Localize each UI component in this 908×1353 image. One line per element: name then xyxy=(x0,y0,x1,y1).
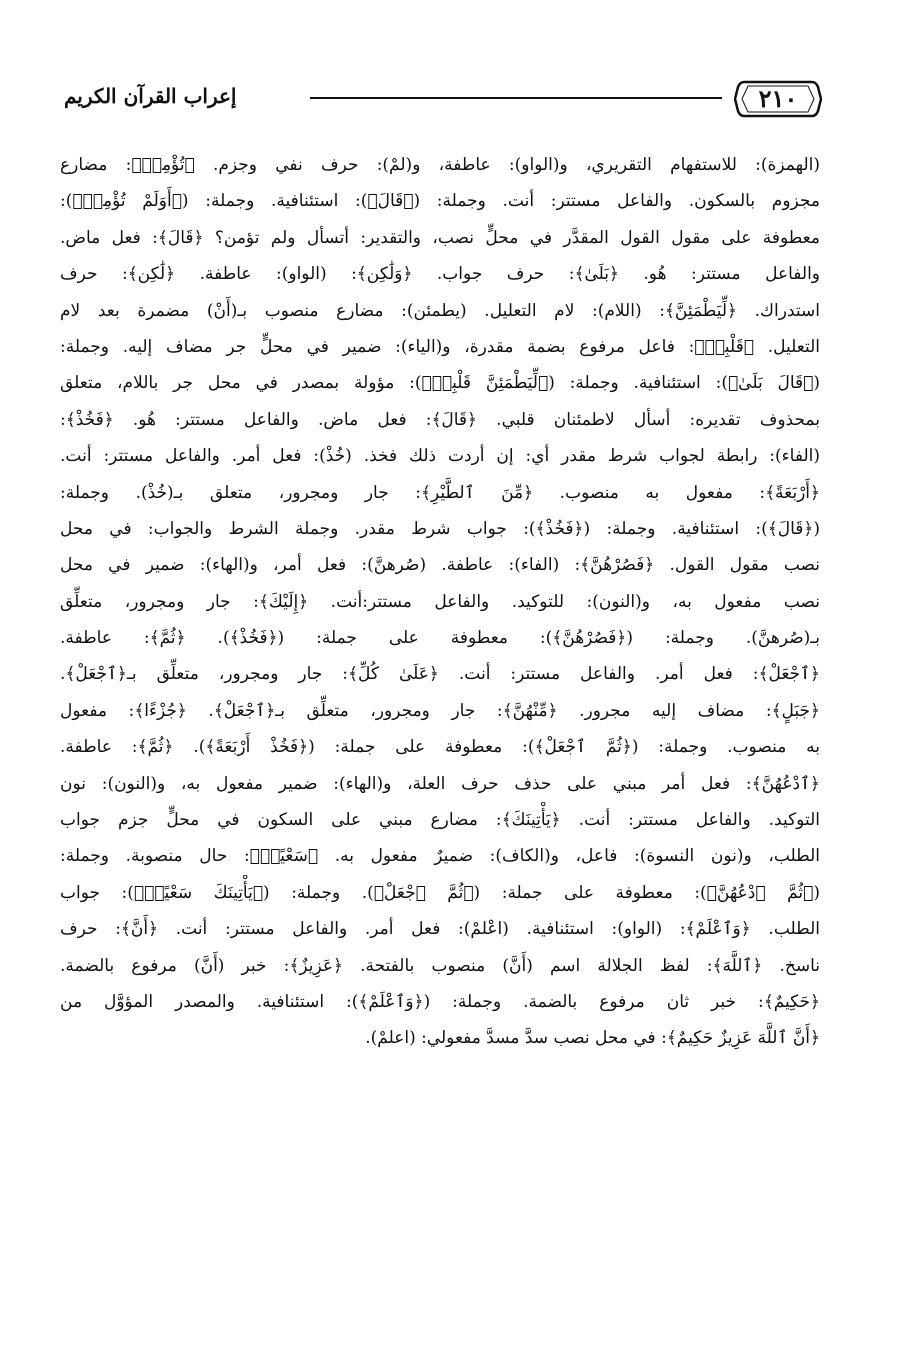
text-line: نصب مفعول به، و(النون): للتوكيد. والفاعل مستتر:أنت. ﴿إِلَيْكَ﴾: جار ومجرور، متعلِّق xyxy=(60,591,820,612)
page-number-frame xyxy=(734,78,822,120)
text-line: والفاعل مستتر: هُو. ﴿بَلَىٰ﴾: حرف جواب. ﴿وَلَٰكِن﴾: (الواو): عاطفة. ﴿لَٰكِن﴾: حرف xyxy=(60,264,820,285)
text-line: بـ(صُرهنَّ). وجملة: (﴿فَصُرْهُنَّ﴾): معطوفة على جملة: (﴿فَخُذْ﴾). ﴿ثُمَّ﴾: عاطفة. xyxy=(60,628,820,649)
text-line: نصب مقول القول. ﴿فَصُرْهُنَّ﴾: (الفاء): عاطفة. (صُرهنَّ): فعل أمر، و(الهاء): ضمير في محل xyxy=(60,555,820,576)
text-line: (﴿ثُمَّ ٱدْعُهُنَّ﴾): معطوفة على جملة: (﴿ثُمَّ ٱجْعَلْ﴾). وجملة: (﴿يَأْتِينَكَ سَعْيًاۚ﴾): جواب xyxy=(60,882,820,903)
text-line: ﴿ٱدْعُهُنَّ﴾: فعل أمر مبني على حذف حرف العلة، و(الهاء): ضمير مفعول به، و(النون): نون xyxy=(60,773,820,794)
text-line: (الهمزة): للاستفهام التقريري، و(الواو): عاطفة، و(لمْ): حرف نفي وجزم. ﴿تُؤْمِنۖ﴾: مضارع xyxy=(60,155,820,175)
text-line: مجزوم بالسكون. والفاعل مستتر: أنت. وجملة: (﴿قَالَ﴾): استئنافية. وجملة: (﴿أَوَلَمْ تُؤْمِنۖ﴾): xyxy=(60,191,820,212)
text-line: بمحذوف تقديره: أسأل لاطمئنان قلبي. ﴿قَالَ﴾: فعل ماض. والفاعل مستتر: هُو. ﴿فَخُذْ﴾: xyxy=(60,409,820,430)
text-line: الطلب. ﴿وَٱعْلَمْ﴾: (الواو): استئنافية. (اعْلمْ): فعل أمر. والفاعل مستتر: أنت. ﴿أَنَّ﴾: حرف xyxy=(60,919,820,940)
text-line: التوكيد. والفاعل مستتر: أنت. ﴿يَأْتِينَكَ﴾: مضارع مبني على السكون في محلٍّ جزم جواب xyxy=(60,810,820,831)
text-line: ﴿أَنَّ ٱللَّهَ عَزِيزٌ حَكِيمٌ﴾: في محل نصب سدَّ مسدَّ مفعولي: (اعلمْ). xyxy=(365,1028,820,1049)
text-line: ﴿جَبَلٍ﴾: مضاف إليه مجرور. ﴿مِّنْهُنَّ﴾: جار ومجرور، متعلِّق بـ﴿ٱجْعَلْ﴾. ﴿جُزْءًا﴾: مفعول xyxy=(60,700,820,721)
text-line: ﴿أَرْبَعَةً﴾: مفعول به منصوب. ﴿مِّنَ ٱلطَّيْرِ﴾: جار ومجرور، متعلق بـ(خُذْ). وجملة: xyxy=(60,482,820,503)
text-line: ناسخ. ﴿ٱللَّهَ﴾: لفظ الجلالة اسم (أَنَّ) منصوب بالفتحة. ﴿عَزِيزٌ﴾: خبر (أَنَّ) مرفوع بالضمة. xyxy=(60,955,820,976)
text-line: استدراك. ﴿لِّيَطْمَئِنَّ﴾: (اللام): لام التعليل. (يطمئن): مضارع منصوب بـ(أَنْ) مضمرة بعد لام xyxy=(60,300,820,321)
text-line: (﴿قَالَ﴾): استئنافية. وجملة: (﴿فَخُذْ﴾): جواب شرط مقدر. وجملة الشرط والجواب: في محل xyxy=(60,518,820,539)
body-text xyxy=(60,147,820,1057)
text-line: به منصوب. وجملة: (﴿ثُمَّ ٱجْعَلْ﴾): معطوفة على جملة: (﴿فَخُذْ أَرْبَعَةً﴾). ﴿ثُمَّ﴾: عاطفة. xyxy=(60,737,820,758)
header-rule xyxy=(310,97,722,99)
book-title: إعراب القرآن الكريم xyxy=(64,84,237,108)
text-line: التعليل. ﴿قَلْبِيۖ﴾: فاعل مرفوع بضمة مقدرة، و(الياء): ضمير في محلٍّ جر مضاف إليه. وجملة: xyxy=(60,336,820,357)
text-line: ﴿حَكِيمٌ﴾: خبر ثان مرفوع بالضمة. وجملة: (﴿وَٱعْلَمْ﴾): استئنافية. والمصدر المؤوَّل من xyxy=(60,991,820,1012)
page-number: ٢١٠ xyxy=(758,84,798,113)
text-line: معطوفة على مقول القول المقدَّر في محلٍّ نصب، والتقدير: أتسأل ولم تؤمن؟ ﴿قَالَ﴾: فعل ماض. xyxy=(60,227,820,248)
page-header xyxy=(62,72,822,132)
text-line: (الفاء): رابطة لجواب شرط مقدر أي: إن أردت ذلك فخذ. (خُذْ): فعل أمر. والفاعل مستتر: أنت. xyxy=(60,446,820,467)
text-line: ﴿ٱجْعَلْ﴾: فعل أمر. والفاعل مستتر: أنت. ﴿عَلَىٰ كُلِّ﴾: جار ومجرور، متعلِّق بـ﴿ٱجْعَلْ﴾. xyxy=(60,664,820,685)
text-line: (﴿قَالَ بَلَىٰ﴾): استئنافية. وجملة: (﴿لِّيَطْمَئِنَّ قَلْبِيۖ﴾): مؤولة بمصدر في محل جر باللام، متعلق xyxy=(60,373,820,394)
text-line: الطلب، و(نون النسوة): فاعل، و(الكاف): ضميرٌ مفعول به. ﴿سَعْيًاۚ﴾: حال منصوبة. وجملة: xyxy=(60,846,820,867)
